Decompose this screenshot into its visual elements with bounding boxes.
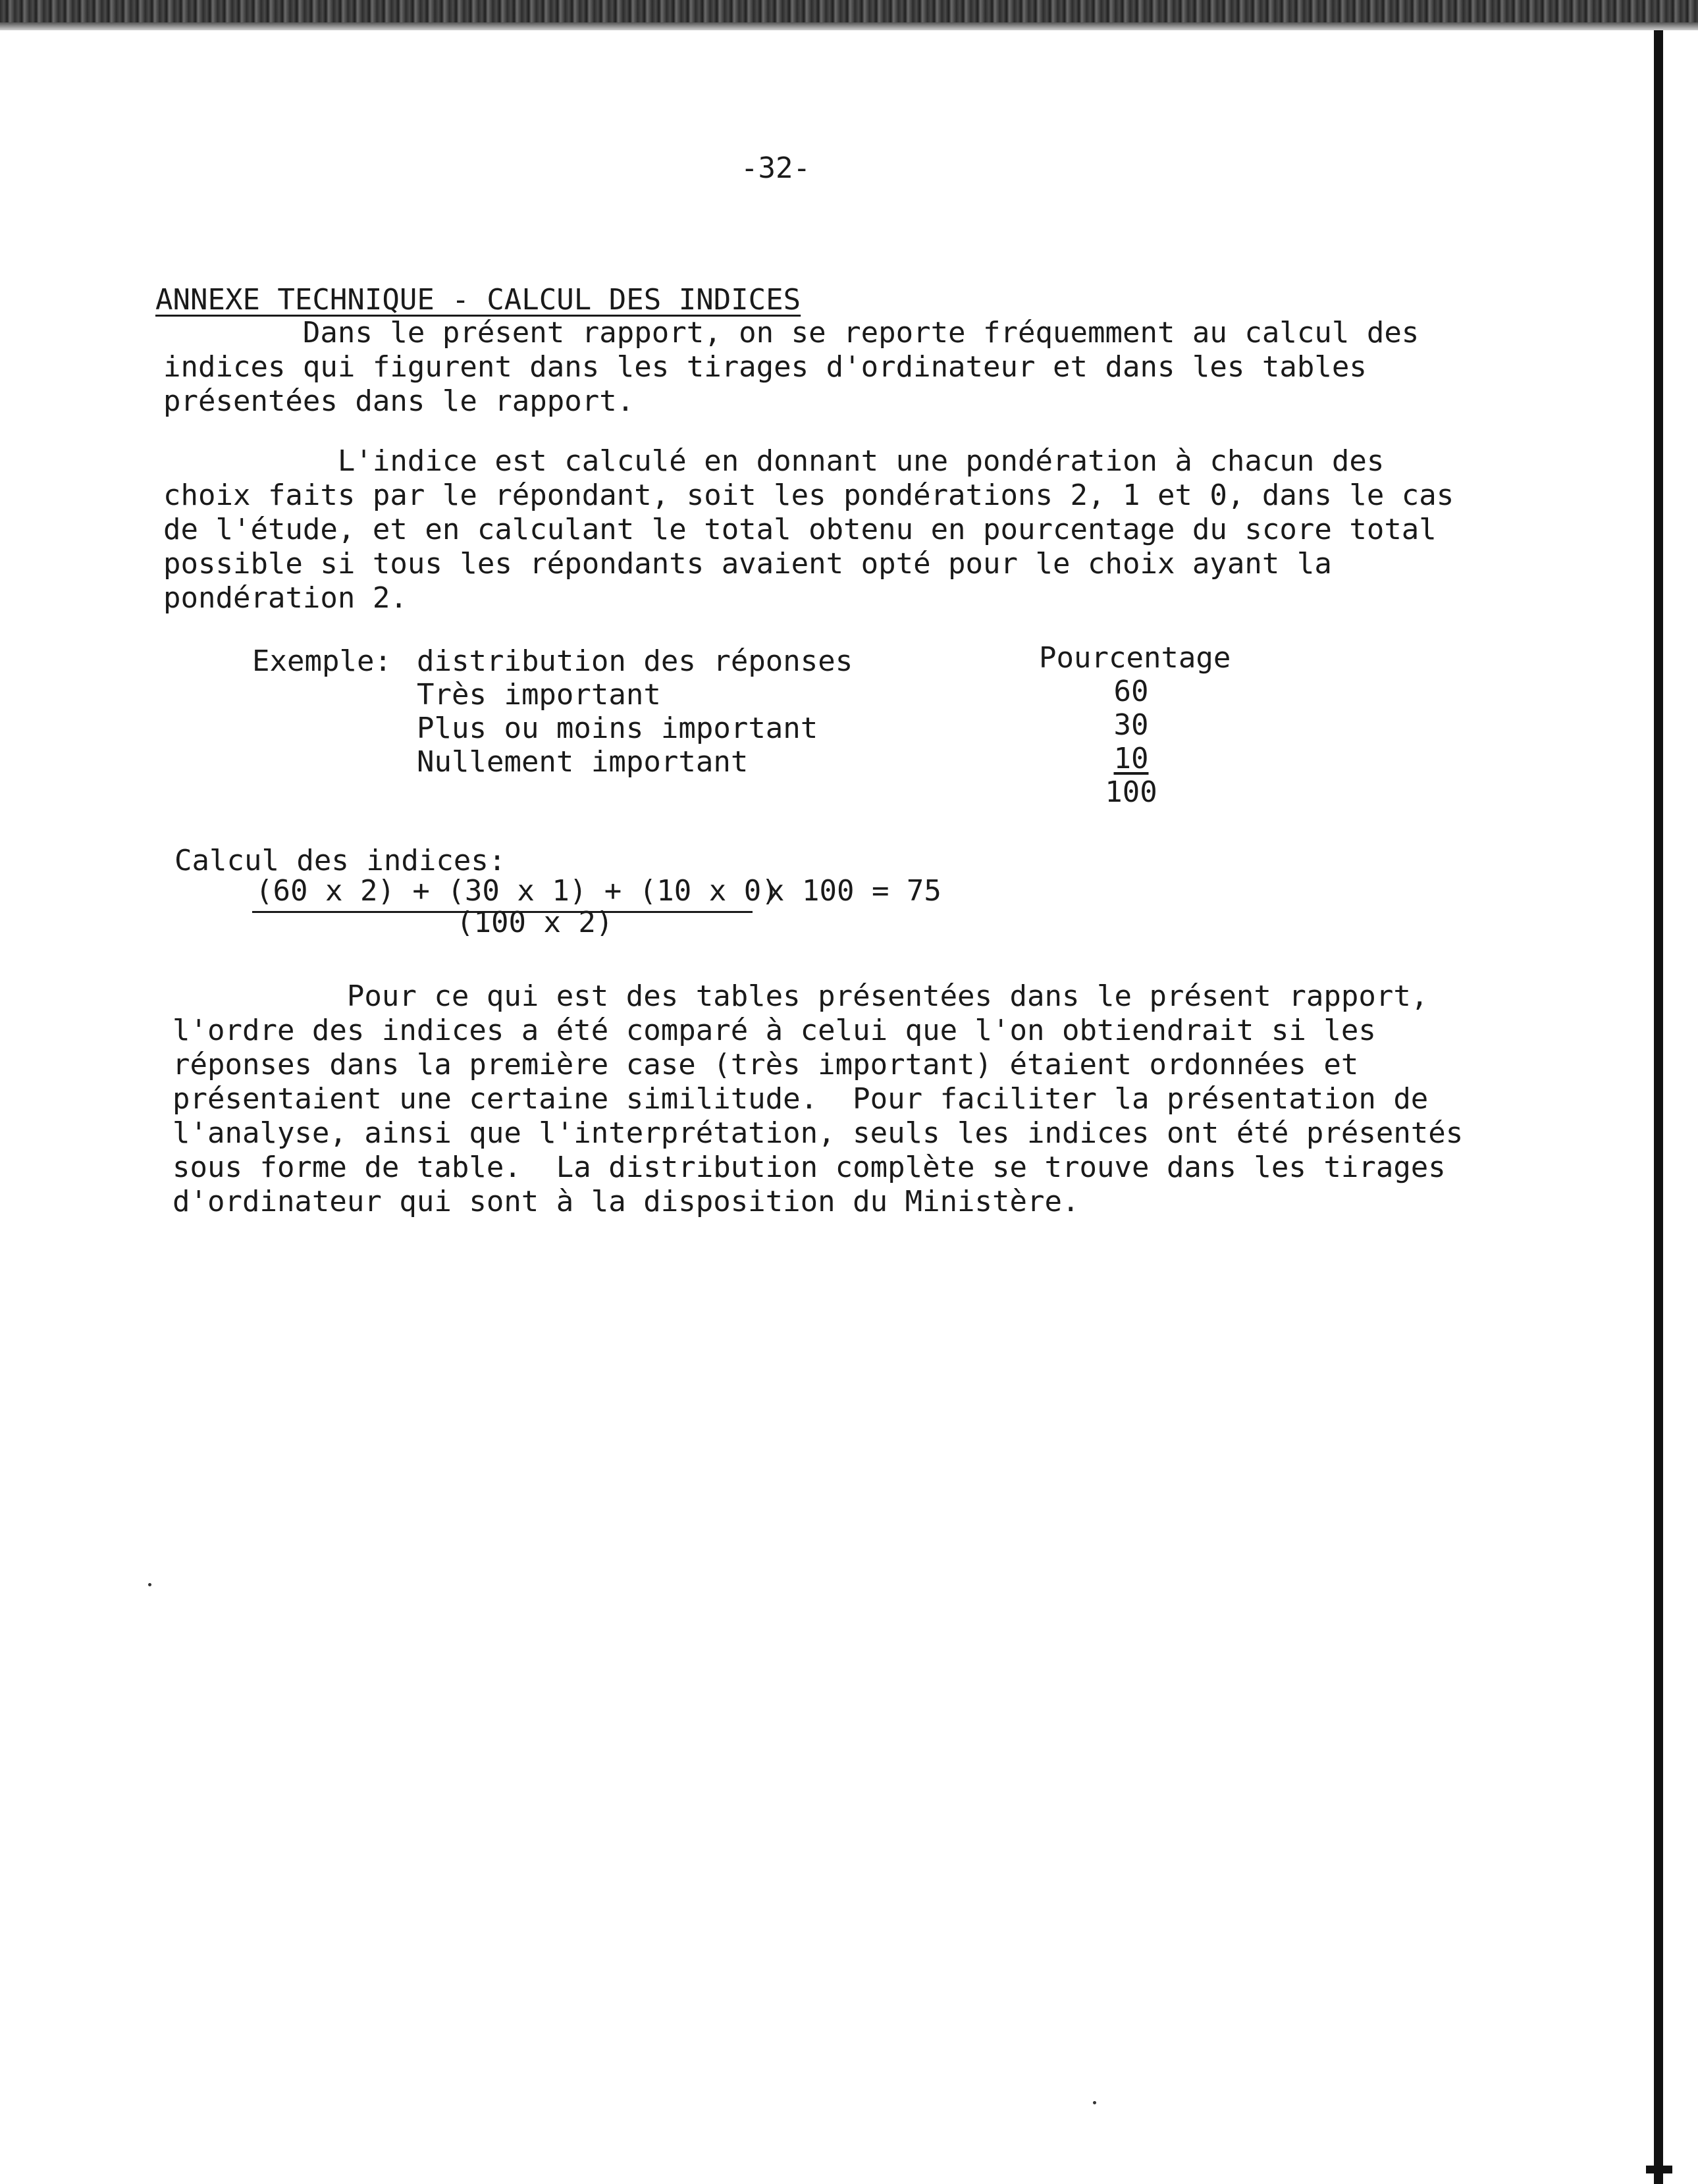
scan-top-border xyxy=(0,0,1698,30)
percent-header: Pourcentage xyxy=(1039,641,1231,675)
scan-speck xyxy=(148,1583,151,1586)
scan-right-border-cap xyxy=(1646,2166,1672,2173)
example-category-item: Très important xyxy=(417,678,661,712)
formula-denominator: (100 x 2) xyxy=(456,906,614,939)
formula-result: x 100 = 75 xyxy=(767,874,942,908)
formula-numerator: (60 x 2) + (30 x 1) + (10 x 0) xyxy=(255,874,779,908)
scan-speck xyxy=(1093,2101,1096,2104)
example-category-header: distribution des réponses xyxy=(417,644,853,678)
example-category-list xyxy=(417,644,853,779)
paragraph-intro: Dans le présent rapport, on se reporte fréquemment au calcul des indices qui figurent dans les tirages d'ordinateur et dans les tables présentées dans le rapport. xyxy=(163,316,1419,418)
paragraph-method: L'indice est calculé en donnant une pondération à chacun des choix faits par le répondant, soit les pondérations 2, 1 et 0, dans le cas de l'étude, et en calculant le total obtenu en pourcentage du score total possible si tous les répondants avaient opté pour le choix ayant la pondération 2. xyxy=(163,444,1454,615)
percent-value: 10 xyxy=(1113,742,1149,775)
example-label: Exemple: xyxy=(252,644,392,678)
paragraph-tables: Pour ce qui est des tables présentées dans le présent rapport, l'ordre des indices a été comparé à celui que l'on obtiendrait si les réponses dans la première case (très important) étaient ordonnées et présentaient une certaine similitude. Pour faciliter la présentation de l'analyse, ainsi que l'interprétation, seuls les indices ont été présentés sous forme de table. La distribution complète se trouve dans les tirages d'ordinateur qui sont à la disposition du Ministère. xyxy=(172,979,1464,1218)
section-heading: ANNEXE TECHNIQUE - CALCUL DES INDICES xyxy=(155,283,801,317)
percent-total: 100 xyxy=(1105,775,1157,809)
example-category-item: Plus ou moins important xyxy=(417,712,818,745)
calculation-title: Calcul des indices: xyxy=(174,844,506,877)
percent-value: 30 xyxy=(1113,708,1149,742)
page-number: -32- xyxy=(741,151,810,185)
scan-right-border xyxy=(1654,30,1663,2184)
example-category-item: Nullement important xyxy=(417,745,749,779)
percent-value: 60 xyxy=(1113,675,1149,708)
example-percent-column xyxy=(1039,641,1231,809)
